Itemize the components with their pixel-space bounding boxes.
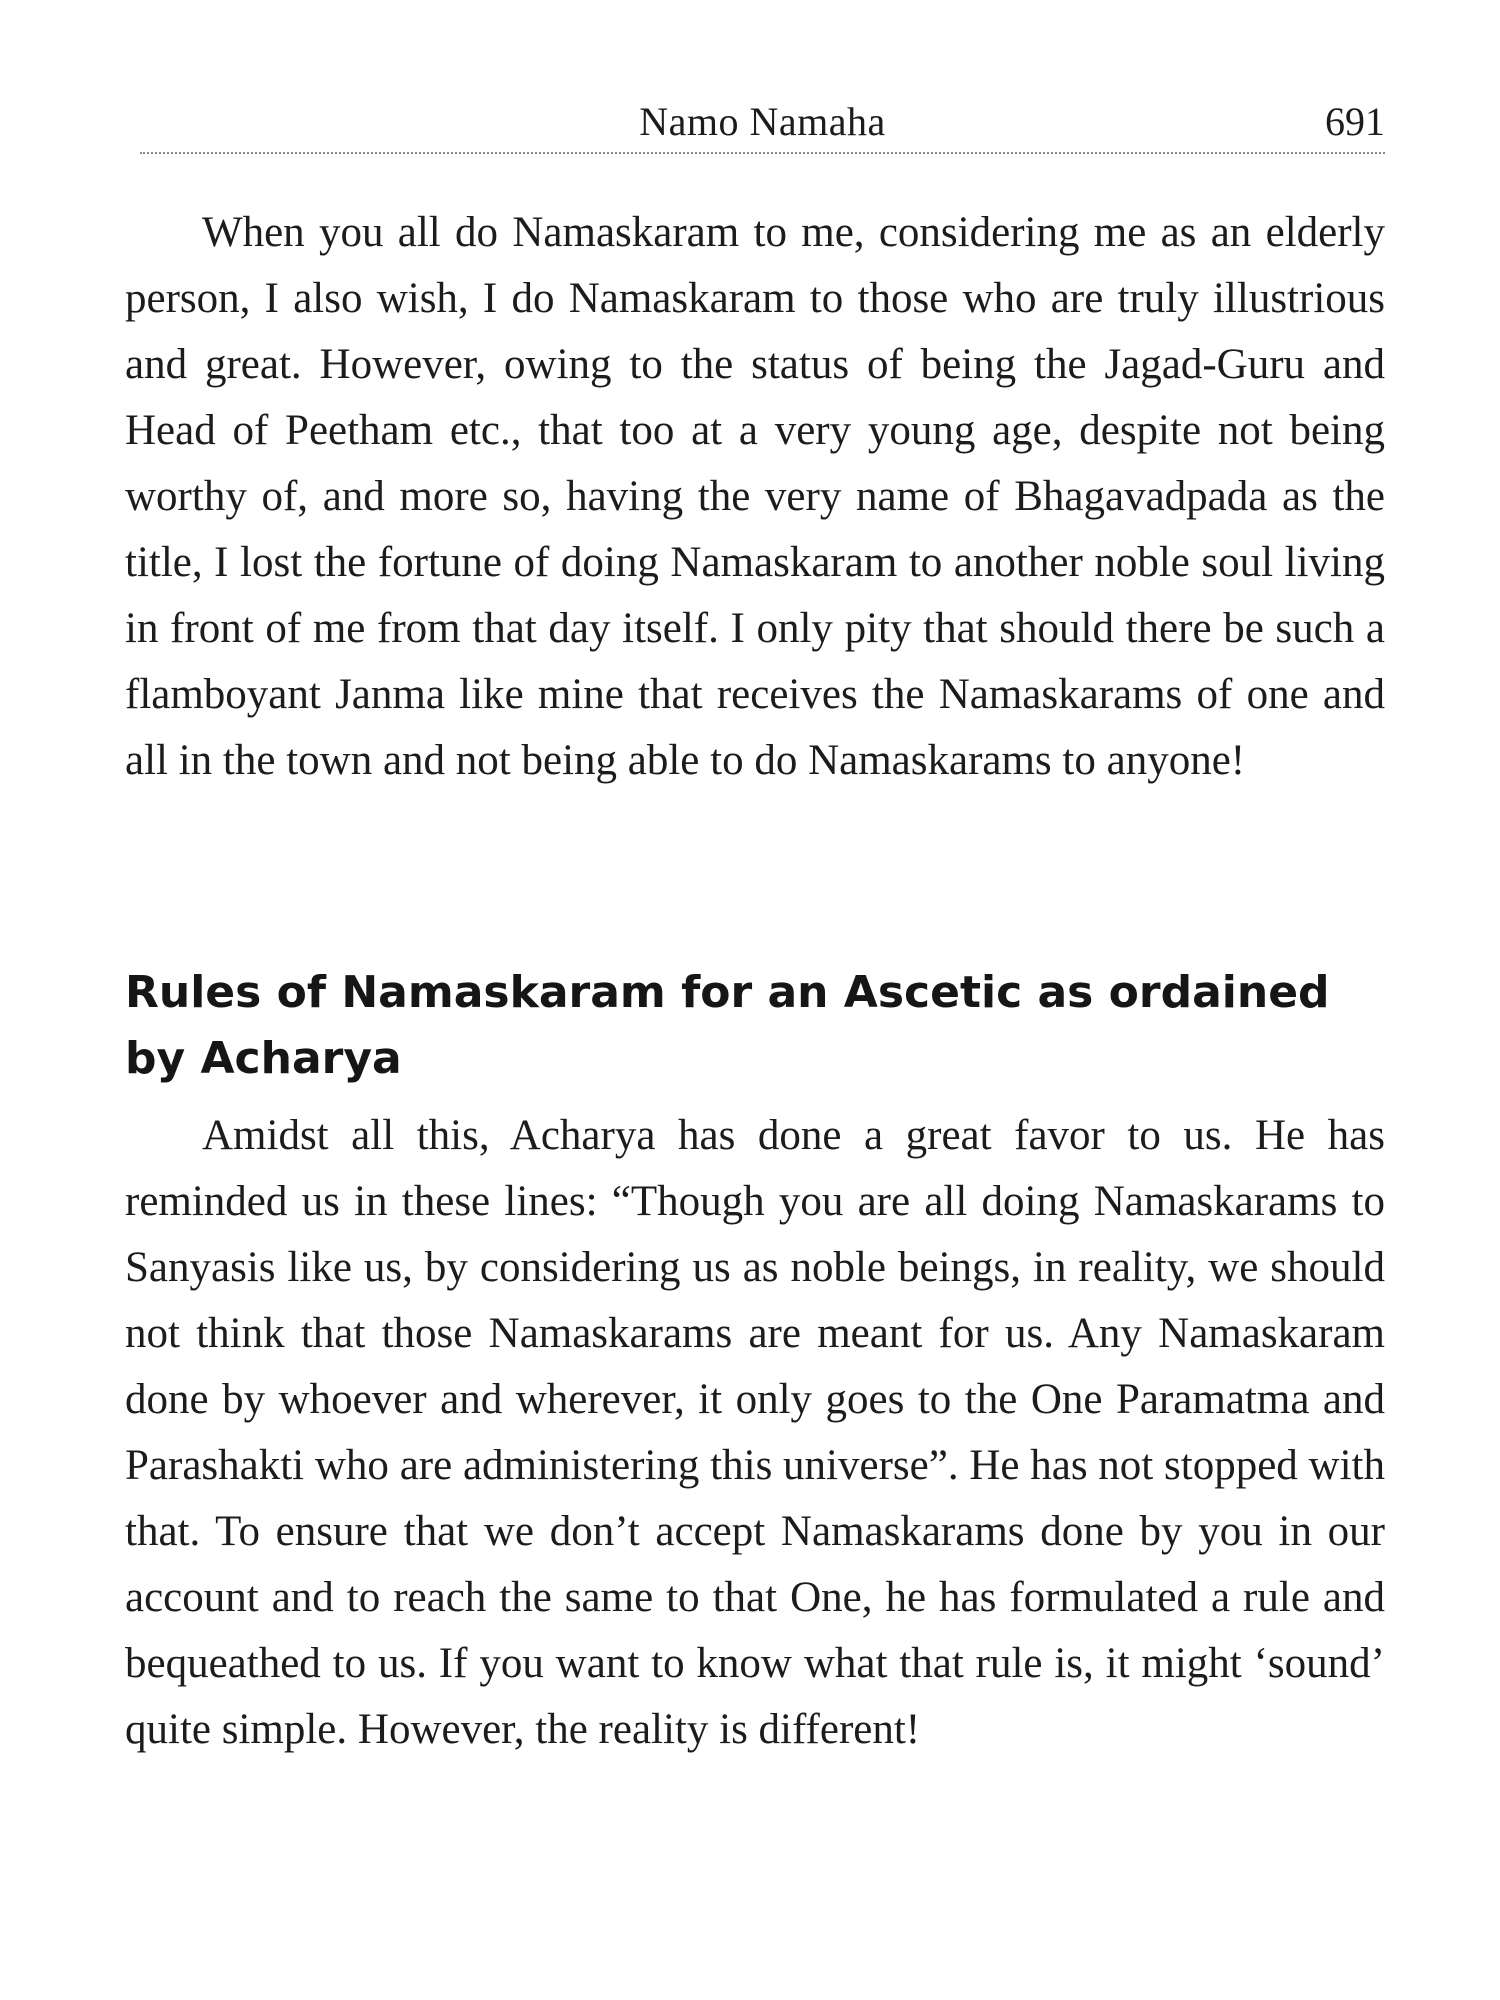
running-header xyxy=(140,96,1385,148)
header-dotted-rule xyxy=(140,152,1385,154)
body-paragraph-1: When you all do Namaskaram to me, considering me as an elderly person, I also wish, I do Namaskaram to those who are truly illustrious and great. However, owing to the status of being the Jagad-Guru and Head of Peetham etc., that too at a very young age, despite not being worthy of, and more so, having the very name of Bhagavadpada as the title, I lost the fortune of doing Namaskaram to another noble soul living in front of me from that day itself. I only pity that should there be such a flamboyant Janma like mine that receives the Namaskarams of one and all in the town and not being able to do Namaskarams to anyone! xyxy=(125,209,1385,784)
section-heading: Rules of Namaskaram for an Ascetic as ordained by Acharya xyxy=(125,967,1330,1084)
body-paragraph-2: Amidst all this, Acharya has done a great favor to us. He has reminded us in these lines: “Though you are all doing Namaskarams to Sanyasis like us, by considering us as noble beings, in reality, we should not think that those Namaskarams are meant for us. Any Namaskaram done by whoever and wherever, it only goes to the One Paramatma and Parashakti who are administering this universe”. He has not stopped with that. To ensure that we don’t accept Namaskarams done by you in our account and to reach the same to that One, he has formulated a rule and bequeathed to us. If you want to know what that rule is, it might ‘sound’ quite simple. However, the reality is different! xyxy=(125,1112,1385,1753)
page-number: 691 xyxy=(1325,99,1385,144)
running-title: Namo Namaha xyxy=(639,99,886,144)
